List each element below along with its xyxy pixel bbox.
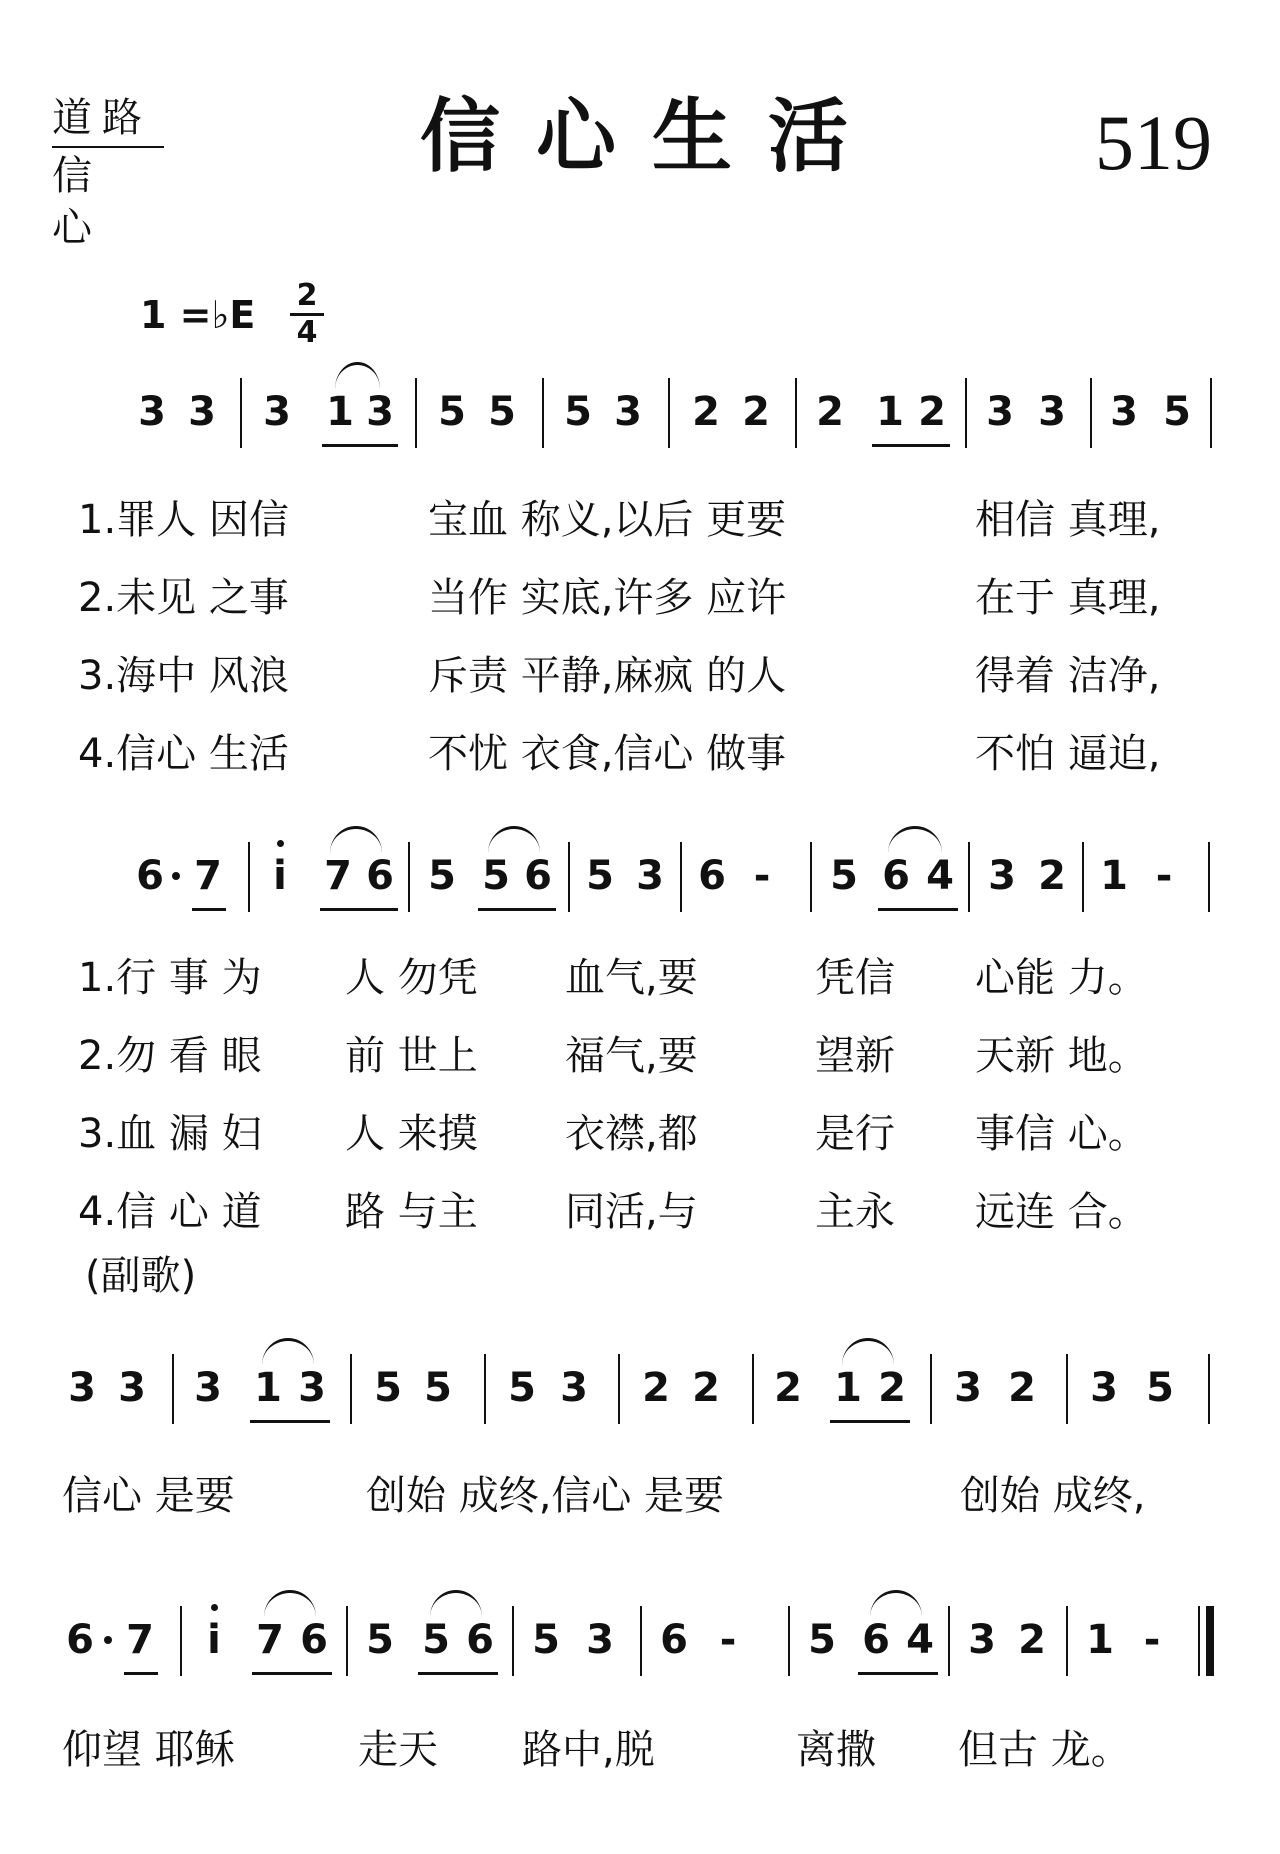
note: 6 (862, 1617, 890, 1663)
note: 3 (138, 389, 166, 435)
note: 5 (374, 1365, 402, 1411)
beam (858, 1672, 938, 1675)
lyric-segment: 但古 龙。 (958, 1727, 1131, 1773)
lyric-segment: 血气,要 (565, 955, 698, 1001)
note: 3 (988, 853, 1016, 899)
note: 3 (118, 1365, 146, 1411)
note: 4 (906, 1617, 934, 1663)
slur (330, 826, 382, 853)
barline (1066, 1354, 1068, 1424)
note: - (719, 1617, 737, 1663)
beam (478, 908, 556, 911)
verse-1-lyrics-b (0, 948, 1280, 1008)
barline (752, 1354, 754, 1424)
barline (668, 378, 670, 448)
verse-4-lyrics-b (0, 1182, 1280, 1242)
note: 3 (954, 1365, 982, 1411)
note: 5 (1163, 389, 1191, 435)
lyric-segment: 信心 是要 (62, 1473, 235, 1519)
note: 3 (298, 1365, 326, 1411)
beam (250, 1420, 330, 1423)
note: 5 (808, 1617, 836, 1663)
note: 3 (968, 1617, 996, 1663)
lyric-segment: 人 勿凭 (345, 955, 478, 1001)
verse-3-lyrics-b (0, 1104, 1280, 1164)
slur (264, 1590, 316, 1617)
barline (1208, 1354, 1210, 1424)
lyric-segment: 2.未见 之事 (78, 575, 289, 621)
note: 5 (424, 1365, 452, 1411)
lyric-segment: 在于 真理, (975, 575, 1161, 621)
note: 6 (882, 853, 910, 899)
lyric-segment: 2.勿 看 眼 (78, 1033, 262, 1079)
note: 5 (1146, 1365, 1174, 1411)
slur (430, 1590, 482, 1617)
note: 6 (136, 853, 164, 899)
note: 7 (126, 1617, 154, 1663)
augmentation-dot (104, 1636, 112, 1644)
note: 6 (660, 1617, 688, 1663)
lyric-segment: 凭信 (815, 955, 895, 1001)
category-top: 道路 (52, 92, 164, 148)
lyric-segment: 3.血 漏 妇 (78, 1111, 262, 1157)
lyric-segment: 走天 (358, 1727, 438, 1773)
note: 2 (816, 389, 844, 435)
barline (968, 842, 970, 912)
lyric-segment: 望新 (815, 1033, 895, 1079)
beam (418, 1672, 498, 1675)
note: 3 (188, 389, 216, 435)
note: 5 (508, 1365, 536, 1411)
barline (240, 378, 242, 448)
barline (346, 1606, 348, 1676)
lyric-segment: 4.信心 生活 (78, 731, 289, 777)
barline (1090, 378, 1092, 448)
lyric-segment: 4.信 心 道 (78, 1189, 262, 1235)
lyric-segment: 远连 合。 (975, 1189, 1148, 1235)
chorus-staff-1 (0, 1344, 1280, 1434)
note: 6 (698, 853, 726, 899)
barline (788, 1606, 790, 1676)
note: 1 (326, 389, 354, 435)
key-signature (140, 275, 318, 355)
barline (1210, 378, 1212, 448)
barline (618, 1354, 620, 1424)
lyric-segment: 得着 洁净, (975, 653, 1161, 699)
slur (870, 1590, 922, 1617)
note: 3 (1110, 389, 1138, 435)
note: 2 (774, 1365, 802, 1411)
barline (810, 842, 812, 912)
note: - (1143, 1617, 1161, 1663)
verse-3-lyrics-a (0, 646, 1280, 706)
note: 3 (986, 389, 1014, 435)
note: 3 (560, 1365, 588, 1411)
key-label: 1 =♭E (140, 293, 256, 337)
lyric-segment: 1.罪人 因信 (78, 497, 289, 543)
hymn-title: 信心生活 (420, 90, 884, 183)
note: 2 (692, 389, 720, 435)
note: 5 (366, 1617, 394, 1663)
note: 1 (876, 389, 904, 435)
barline (965, 378, 967, 448)
beam (830, 1420, 910, 1423)
lyric-segment: 天新 地。 (975, 1033, 1148, 1079)
note: 3 (636, 853, 664, 899)
note: 3 (614, 389, 642, 435)
lyric-segment: 同活,与 (565, 1189, 698, 1235)
note: 6 (366, 853, 394, 899)
note: 6 (300, 1617, 328, 1663)
note: 6 (66, 1617, 94, 1663)
time-signature (290, 278, 324, 350)
slur (888, 826, 942, 853)
chorus-lyrics-b (0, 1720, 1280, 1780)
lyric-segment: 人 来摸 (345, 1111, 478, 1157)
note: 5 (488, 389, 516, 435)
note: 3 (366, 389, 394, 435)
beam (878, 908, 958, 911)
lyric-segment: 离撒 (796, 1727, 876, 1773)
note: - (1155, 853, 1173, 899)
note: 3 (263, 389, 291, 435)
note: i (258, 848, 302, 904)
note: 5 (482, 853, 510, 899)
verse-staff-2 (0, 832, 1280, 922)
note: 2 (1038, 853, 1066, 899)
lyric-segment: 路 与主 (345, 1189, 478, 1235)
lyric-segment: 路中,脱 (522, 1727, 655, 1773)
beam (320, 908, 398, 911)
note: 3 (68, 1365, 96, 1411)
barline (248, 842, 250, 912)
lyric-segment: 创始 成终, (960, 1473, 1146, 1519)
note: 2 (1018, 1617, 1046, 1663)
time-signature-bottom: 4 (296, 315, 318, 350)
note: 2 (1008, 1365, 1036, 1411)
note: 3 (194, 1365, 222, 1411)
slur (335, 362, 380, 389)
lyric-segment: 不忧 衣食,信心 做事 (428, 731, 787, 777)
note: - (753, 853, 771, 899)
lyric-segment: 不怕 逼迫, (975, 731, 1161, 777)
slur (842, 1338, 894, 1365)
verse-1-lyrics-a (0, 490, 1280, 550)
barline (484, 1354, 486, 1424)
augmentation-dot (172, 872, 180, 880)
lyric-segment: 创始 成终,信心 是要 (366, 1473, 725, 1519)
note: 7 (324, 853, 352, 899)
barline (795, 378, 797, 448)
chorus-lyrics-a (0, 1466, 1280, 1526)
verse-4-lyrics-a (0, 724, 1280, 784)
hymn-number: 519 (1095, 99, 1212, 186)
lyric-segment: 主永 (815, 1189, 895, 1235)
lyric-segment: 前 世上 (345, 1033, 478, 1079)
note: i (192, 1612, 236, 1668)
lyric-segment: 福气,要 (565, 1033, 698, 1079)
lyric-segment: 心能 力。 (975, 955, 1148, 1001)
barline (180, 1606, 182, 1676)
time-signature-top: 2 (290, 281, 324, 316)
verse-2-lyrics-a (0, 568, 1280, 628)
slur (488, 826, 540, 853)
note: 5 (428, 853, 456, 899)
barline (680, 842, 682, 912)
lyric-segment: 是行 (815, 1111, 895, 1157)
slur (262, 1338, 314, 1365)
beam (124, 1672, 158, 1675)
chorus-label: (副歌) (85, 1253, 197, 1299)
barline (568, 842, 570, 912)
note: 3 (1090, 1365, 1118, 1411)
barline (640, 1606, 642, 1676)
note: 7 (256, 1617, 284, 1663)
note: 2 (642, 1365, 670, 1411)
lyric-segment: 宝血 称义,以后 更要 (428, 497, 787, 543)
barline (408, 842, 410, 912)
lyric-segment: 仰望 耶稣 (62, 1727, 235, 1773)
note: 3 (586, 1617, 614, 1663)
note: 3 (1038, 389, 1066, 435)
beam (872, 444, 950, 447)
note: 2 (742, 389, 770, 435)
category-label (52, 92, 172, 254)
note: 1 (254, 1365, 282, 1411)
barline (350, 1354, 352, 1424)
beam (192, 908, 226, 911)
lyric-segment: 相信 真理, (975, 497, 1161, 543)
note: 2 (692, 1365, 720, 1411)
note: 5 (532, 1617, 560, 1663)
note: 7 (194, 853, 222, 899)
barline (172, 1354, 174, 1424)
barline (512, 1606, 514, 1676)
note: 2 (878, 1365, 906, 1411)
lyric-segment: 当作 实底,许多 应许 (428, 575, 787, 621)
lyric-segment: 事信 心。 (975, 1111, 1148, 1157)
note: 1 (1086, 1617, 1114, 1663)
note: 2 (918, 389, 946, 435)
barline (948, 1606, 950, 1676)
verse-2-lyrics-b (0, 1026, 1280, 1086)
barline (1208, 842, 1210, 912)
note: 1 (834, 1365, 862, 1411)
note: 5 (422, 1617, 450, 1663)
note: 5 (438, 389, 466, 435)
lyric-segment: 3.海中 风浪 (78, 653, 289, 699)
lyric-segment: 衣襟,都 (565, 1111, 698, 1157)
lyric-segment: 斥责 平静,麻疯 的人 (428, 653, 787, 699)
beam (252, 1672, 332, 1675)
category-bottom: 信心 (52, 153, 114, 251)
chorus-staff-2 (0, 1596, 1280, 1686)
barline (1066, 1606, 1068, 1676)
note: 6 (466, 1617, 494, 1663)
note: 4 (926, 853, 954, 899)
lyric-segment: 1.行 事 为 (78, 955, 262, 1001)
note: 5 (830, 853, 858, 899)
final-barline (1206, 1606, 1214, 1676)
barline (415, 378, 417, 448)
verse-staff-1 (0, 368, 1280, 458)
beam (322, 444, 398, 447)
note: 5 (564, 389, 592, 435)
note: 6 (524, 853, 552, 899)
barline (1082, 842, 1084, 912)
note: 5 (586, 853, 614, 899)
barline (1198, 1606, 1200, 1676)
barline (542, 378, 544, 448)
note: 1 (1100, 853, 1128, 899)
barline (930, 1354, 932, 1424)
